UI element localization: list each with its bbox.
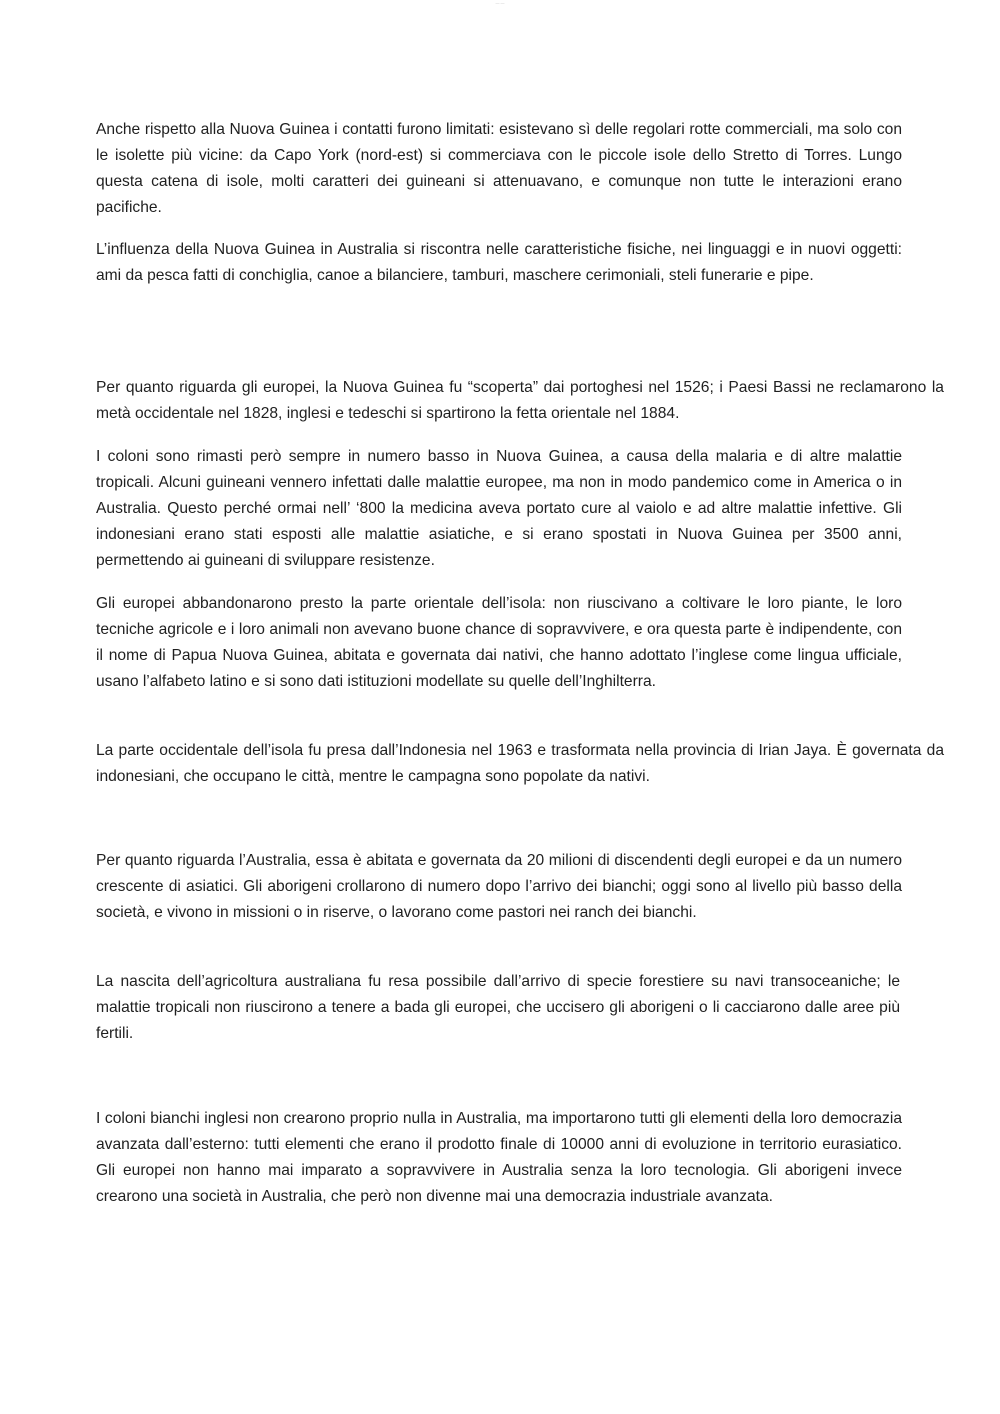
paragraph-australia-population: Per quanto riguarda l’Australia, essa è abitata e governata da 20 milioni di discendenti degli europei e da un numero crescente di asiatici. Gli aborigeni crollarono di numero dopo l’arrivo dei bianchi; oggi sono al livello più basso della società, e vivono in missioni o in riserve, o lavorano come pastori nei ranch dei bianchi. bbox=[96, 852, 902, 921]
paragraph-new-guinea-influence: L’influenza della Nuova Guinea in Australia si riscontra nelle caratteristiche fisiche, nei linguaggi e in nuovi oggetti: ami da pesca fatti di conchiglia, canoe a bilanciere, tamburi, maschere cerimoniali, steli funerarie e pipe. bbox=[96, 241, 902, 284]
paragraph-western-part: La parte occidentale dell’isola fu presa dall’Indonesia nel 1963 e trasformata nella provincia di Irian Jaya. È governata da indonesiani, che occupano le città, mentre le campagna sono popolate da nativi. bbox=[96, 742, 944, 785]
paragraph-colonists-malaria: I coloni sono rimasti però sempre in numero basso in Nuova Guinea, a causa della malaria e di altre malattie tropicali. Alcuni guineani vennero infettati dalle malattie europee, ma non in modo pandemico come in America o in Australia. Questo perché ormai nell’ ‘800 la medicina aveva portato cure al vaiolo e ad altre malattie infettive. Gli indonesiani erano stati esposti alle malattie asiatiche, e si erano spostati in Nuova Guinea per 3500 anni, permettendo ai guineani di sviluppare resistenze. bbox=[96, 448, 902, 569]
paragraph-australian-agriculture: La nascita dell’agricoltura australiana fu resa possibile dall’arrivo di specie forestiere su navi transoceaniche; le malattie tropicali non riuscirono a tenere a bada gli europei, che uccisero gli aborigeni o li cacciarono dalle aree più fertili. bbox=[96, 973, 900, 1042]
paragraph-europeans-discovery: Per quanto riguarda gli europei, la Nuova Guinea fu “scoperta” dai portoghesi nel 1526; i Paesi Bassi ne reclamarono la metà occidentale nel 1828, inglesi e tedeschi si spartirono la fetta orientale nel 1884. bbox=[96, 379, 944, 422]
header-mark: — — bbox=[495, 0, 505, 5]
paragraph-new-guinea-contacts: Anche rispetto alla Nuova Guinea i contatti furono limitati: esistevano sì delle regolari rotte commerciali, ma solo con le isolette più vicine: da Capo York (nord-est) si commerciava con le piccole isole dello Stretto di Torres. Lungo questa catena di isole, molti caratteri dei guineani si attenuavano, e comunque non tutte le interazioni erano pacifiche. bbox=[96, 121, 902, 216]
paragraph-colonists-democracy: I coloni bianchi inglesi non crearono proprio nulla in Australia, ma importarono tutti gli elementi della loro democrazia avanzata dall’esterno: tutti elementi che erano il prodotto finale di 10000 anni di evoluzione in territorio eurasiatico. Gli europei non hanno mai imparato a sopravvivere in Australia senza la loro tecnologia. Gli aborigeni invece crearono una società in Australia, che però non divenne mai una democrazia industriale avanzata. bbox=[96, 1110, 902, 1205]
paragraph-eastern-part: Gli europei abbandonarono presto la parte orientale dell’isola: non riuscivano a coltivare le loro piante, le loro tecniche agricole e i loro animali non avevano buone chance di sopravvivere, e ora questa parte è indipendente, con il nome di Papua Nuova Guinea, abitata e governata dai nativi, che hanno adottato l’inglese come lingua ufficiale, usano l’alfabeto latino e si sono dati istituzioni modellate su quelle dell’Inghilterra. bbox=[96, 595, 902, 690]
